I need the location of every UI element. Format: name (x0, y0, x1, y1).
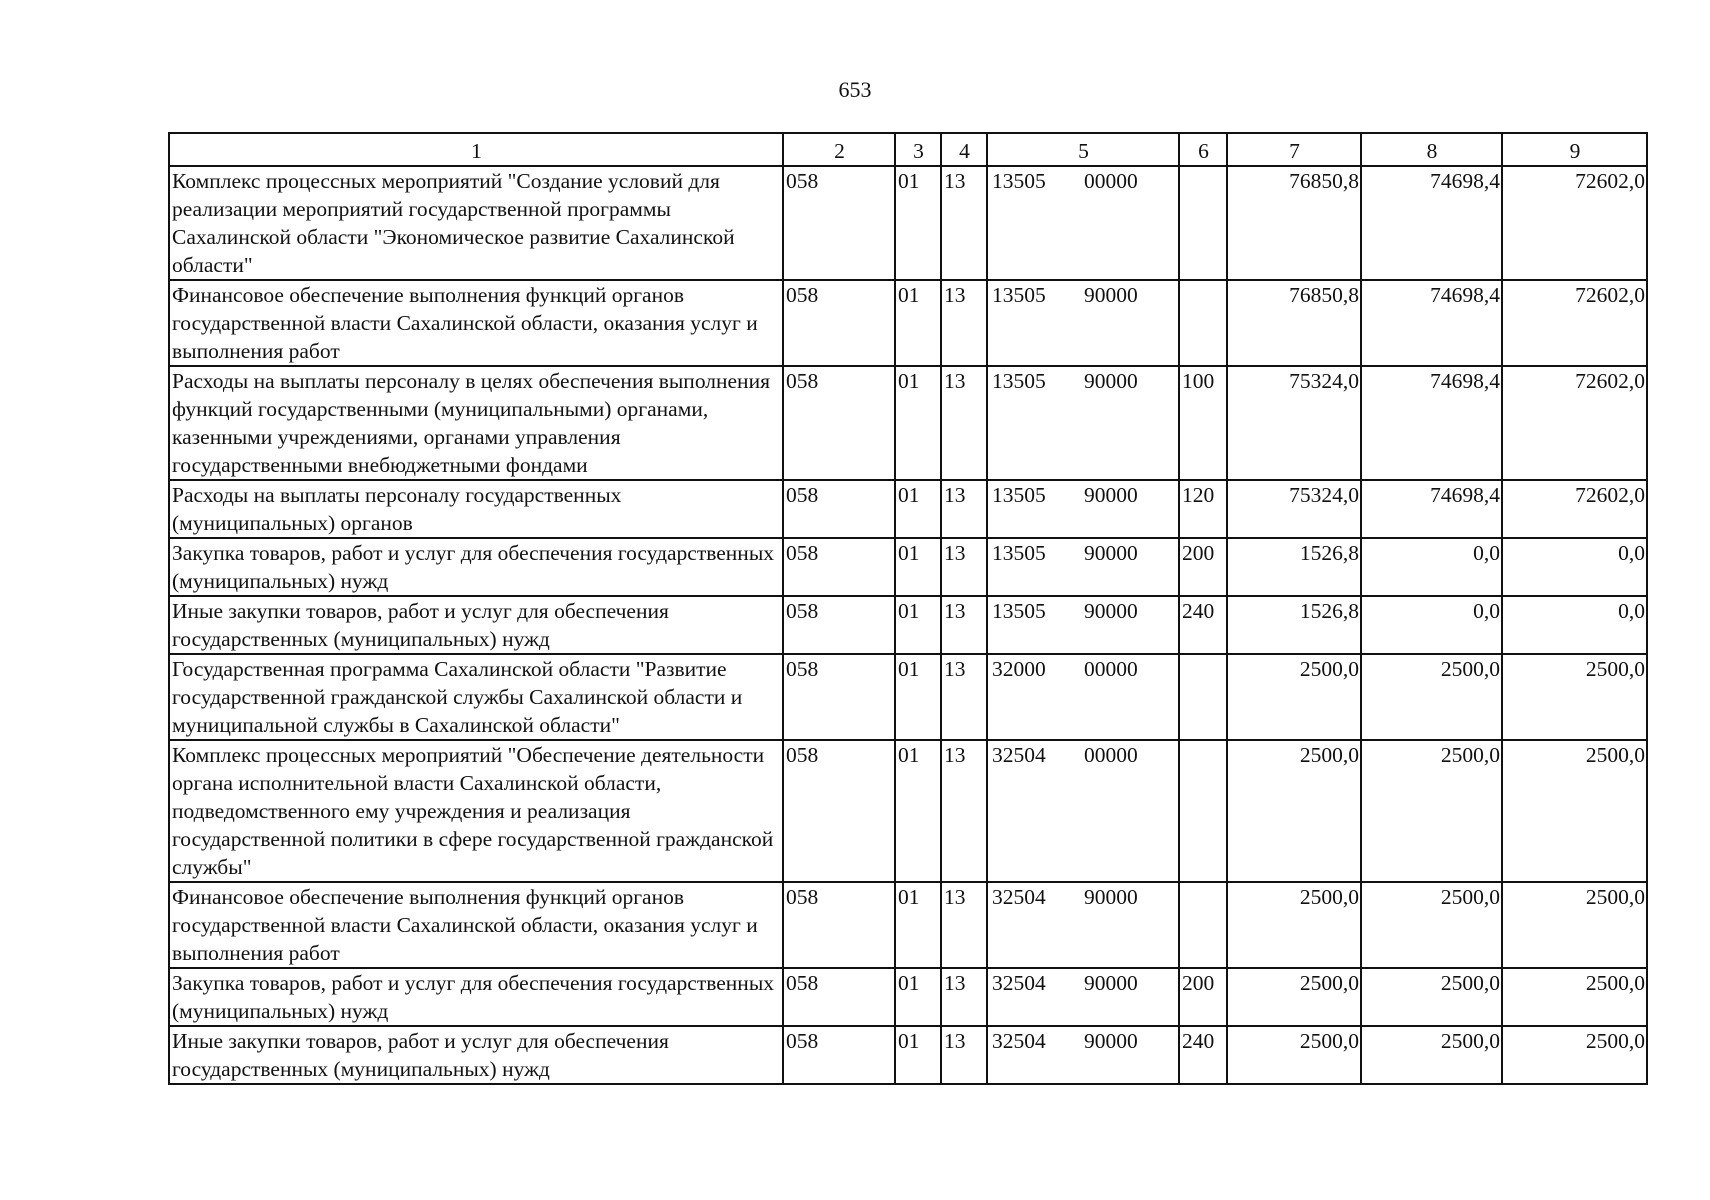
target-article-direction: 90000 (1084, 599, 1138, 623)
target-article-code (987, 654, 1179, 740)
amount-col8: 2500,0 (1361, 654, 1502, 740)
column-header: 8 (1361, 133, 1502, 166)
expense-type-code: 100 (1179, 366, 1227, 480)
subsection-code: 13 (941, 968, 987, 1026)
amount-col7: 2500,0 (1227, 654, 1361, 740)
target-article-program: 32504 (992, 1029, 1046, 1053)
subsection-code: 13 (941, 654, 987, 740)
target-article-program: 32504 (992, 743, 1046, 767)
amount-col8: 0,0 (1361, 538, 1502, 596)
amount-col7: 1526,8 (1227, 596, 1361, 654)
section-code: 01 (895, 366, 941, 480)
section-code: 01 (895, 882, 941, 968)
expense-name: Комплекс процессных мероприятий "Обеспечение деятельности органа исполнительной власти Сахалинской области, подведомственного ему учреждения и реализация государственной политики в сфере государственной гражданской службы" (169, 740, 783, 882)
expense-name: Государственная программа Сахалинской области "Развитие государственной гражданской службы Сахалинской области и муниципальной службы в Сахалинской области" (169, 654, 783, 740)
table-row (169, 882, 1647, 968)
amount-col7: 2500,0 (1227, 882, 1361, 968)
grbs-code: 058 (783, 280, 895, 366)
amount-col8: 2500,0 (1361, 1026, 1502, 1084)
target-article-direction: 90000 (1084, 885, 1138, 909)
amount-col7: 76850,8 (1227, 280, 1361, 366)
target-article-code (987, 740, 1179, 882)
target-article-direction: 90000 (1084, 971, 1138, 995)
column-header: 7 (1227, 133, 1361, 166)
subsection-code: 13 (941, 1026, 987, 1084)
table-row (169, 596, 1647, 654)
target-article-code (987, 366, 1179, 480)
target-article-code (987, 480, 1179, 538)
amount-col7: 1526,8 (1227, 538, 1361, 596)
amount-col7: 76850,8 (1227, 166, 1361, 280)
section-code: 01 (895, 740, 941, 882)
column-number-header-row (169, 133, 1647, 166)
amount-col9: 2500,0 (1502, 968, 1647, 1026)
expense-type-code (1179, 280, 1227, 366)
amount-col8: 74698,4 (1361, 366, 1502, 480)
amount-col8: 74698,4 (1361, 280, 1502, 366)
grbs-code: 058 (783, 740, 895, 882)
expense-type-code: 200 (1179, 968, 1227, 1026)
target-article-program: 32504 (992, 885, 1046, 909)
section-code: 01 (895, 654, 941, 740)
column-header: 3 (895, 133, 941, 166)
table-row (169, 538, 1647, 596)
subsection-code: 13 (941, 882, 987, 968)
target-article-direction: 90000 (1084, 369, 1138, 393)
section-code: 01 (895, 166, 941, 280)
target-article-program: 13505 (992, 169, 1046, 193)
amount-col9: 2500,0 (1502, 654, 1647, 740)
expense-name: Иные закупки товаров, работ и услуг для обеспечения государственных (муниципальных) нужд (169, 596, 783, 654)
grbs-code: 058 (783, 166, 895, 280)
amount-col8: 2500,0 (1361, 882, 1502, 968)
expense-name: Комплекс процессных мероприятий "Создание условий для реализации мероприятий государственной программы Сахалинской области "Экономическое развитие Сахалинской области" (169, 166, 783, 280)
grbs-code: 058 (783, 1026, 895, 1084)
grbs-code: 058 (783, 882, 895, 968)
amount-col9: 2500,0 (1502, 882, 1647, 968)
amount-col8: 2500,0 (1361, 968, 1502, 1026)
target-article-code (987, 596, 1179, 654)
amount-col9: 72602,0 (1502, 480, 1647, 538)
column-header: 4 (941, 133, 987, 166)
target-article-code (987, 538, 1179, 596)
target-article-direction: 90000 (1084, 283, 1138, 307)
section-code: 01 (895, 596, 941, 654)
amount-col9: 0,0 (1502, 538, 1647, 596)
section-code: 01 (895, 480, 941, 538)
expense-name: Расходы на выплаты персоналу в целях обеспечения выполнения функций государственными (муниципальными) органами, казенными учреждениями, органами управления государственными внебюджетными фондами (169, 366, 783, 480)
amount-col9: 2500,0 (1502, 740, 1647, 882)
column-header: 9 (1502, 133, 1647, 166)
target-article-program: 13505 (992, 283, 1046, 307)
subsection-code: 13 (941, 538, 987, 596)
expense-name: Финансовое обеспечение выполнения функций органов государственной власти Сахалинской области, оказания услуг и выполнения работ (169, 280, 783, 366)
expense-name: Финансовое обеспечение выполнения функций органов государственной власти Сахалинской области, оказания услуг и выполнения работ (169, 882, 783, 968)
table-row (169, 968, 1647, 1026)
budget-table (168, 132, 1648, 1085)
expense-name: Иные закупки товаров, работ и услуг для обеспечения государственных (муниципальных) нужд (169, 1026, 783, 1084)
section-code: 01 (895, 538, 941, 596)
subsection-code: 13 (941, 596, 987, 654)
column-header: 6 (1179, 133, 1227, 166)
table-row (169, 366, 1647, 480)
target-article-program: 32000 (992, 657, 1046, 681)
target-article-code (987, 280, 1179, 366)
target-article-direction: 90000 (1084, 541, 1138, 565)
expense-type-code (1179, 166, 1227, 280)
target-article-program: 13505 (992, 541, 1046, 565)
page-number: 653 (838, 77, 872, 102)
column-header: 2 (783, 133, 895, 166)
amount-col9: 0,0 (1502, 596, 1647, 654)
table-row (169, 280, 1647, 366)
expense-name: Закупка товаров, работ и услуг для обеспечения государственных (муниципальных) нужд (169, 968, 783, 1026)
amount-col7: 2500,0 (1227, 740, 1361, 882)
table-row (169, 480, 1647, 538)
target-article-direction: 00000 (1084, 169, 1138, 193)
subsection-code: 13 (941, 366, 987, 480)
table-row (169, 166, 1647, 280)
target-article-direction: 90000 (1084, 1029, 1138, 1053)
amount-col8: 0,0 (1361, 596, 1502, 654)
column-header: 5 (987, 133, 1179, 166)
target-article-direction: 00000 (1084, 657, 1138, 681)
grbs-code: 058 (783, 366, 895, 480)
grbs-code: 058 (783, 538, 895, 596)
target-article-program: 13505 (992, 483, 1046, 507)
target-article-program: 13505 (992, 369, 1046, 393)
amount-col9: 2500,0 (1502, 1026, 1647, 1084)
expense-type-code (1179, 882, 1227, 968)
target-article-code (987, 1026, 1179, 1084)
amount-col7: 2500,0 (1227, 968, 1361, 1026)
target-article-code (987, 166, 1179, 280)
expense-type-code (1179, 654, 1227, 740)
amount-col7: 75324,0 (1227, 366, 1361, 480)
expense-type-code (1179, 740, 1227, 882)
table-row (169, 1026, 1647, 1084)
expense-type-code: 240 (1179, 596, 1227, 654)
grbs-code: 058 (783, 596, 895, 654)
target-article-code (987, 882, 1179, 968)
grbs-code: 058 (783, 968, 895, 1026)
target-article-direction: 90000 (1084, 483, 1138, 507)
expense-type-code: 120 (1179, 480, 1227, 538)
target-article-program: 13505 (992, 599, 1046, 623)
amount-col9: 72602,0 (1502, 280, 1647, 366)
target-article-program: 32504 (992, 971, 1046, 995)
expense-name: Расходы на выплаты персоналу государственных (муниципальных) органов (169, 480, 783, 538)
section-code: 01 (895, 280, 941, 366)
amount-col8: 74698,4 (1361, 480, 1502, 538)
table-row (169, 654, 1647, 740)
section-code: 01 (895, 1026, 941, 1084)
amount-col9: 72602,0 (1502, 166, 1647, 280)
column-header: 1 (169, 133, 783, 166)
grbs-code: 058 (783, 654, 895, 740)
expense-type-code: 200 (1179, 538, 1227, 596)
target-article-direction: 00000 (1084, 743, 1138, 767)
amount-col8: 2500,0 (1361, 740, 1502, 882)
amount-col9: 72602,0 (1502, 366, 1647, 480)
amount-col7: 75324,0 (1227, 480, 1361, 538)
amount-col7: 2500,0 (1227, 1026, 1361, 1084)
table-row (169, 740, 1647, 882)
section-code: 01 (895, 968, 941, 1026)
subsection-code: 13 (941, 280, 987, 366)
subsection-code: 13 (941, 740, 987, 882)
expense-name: Закупка товаров, работ и услуг для обеспечения государственных (муниципальных) нужд (169, 538, 783, 596)
target-article-code (987, 968, 1179, 1026)
subsection-code: 13 (941, 480, 987, 538)
amount-col8: 74698,4 (1361, 166, 1502, 280)
subsection-code: 13 (941, 166, 987, 280)
expense-type-code: 240 (1179, 1026, 1227, 1084)
grbs-code: 058 (783, 480, 895, 538)
